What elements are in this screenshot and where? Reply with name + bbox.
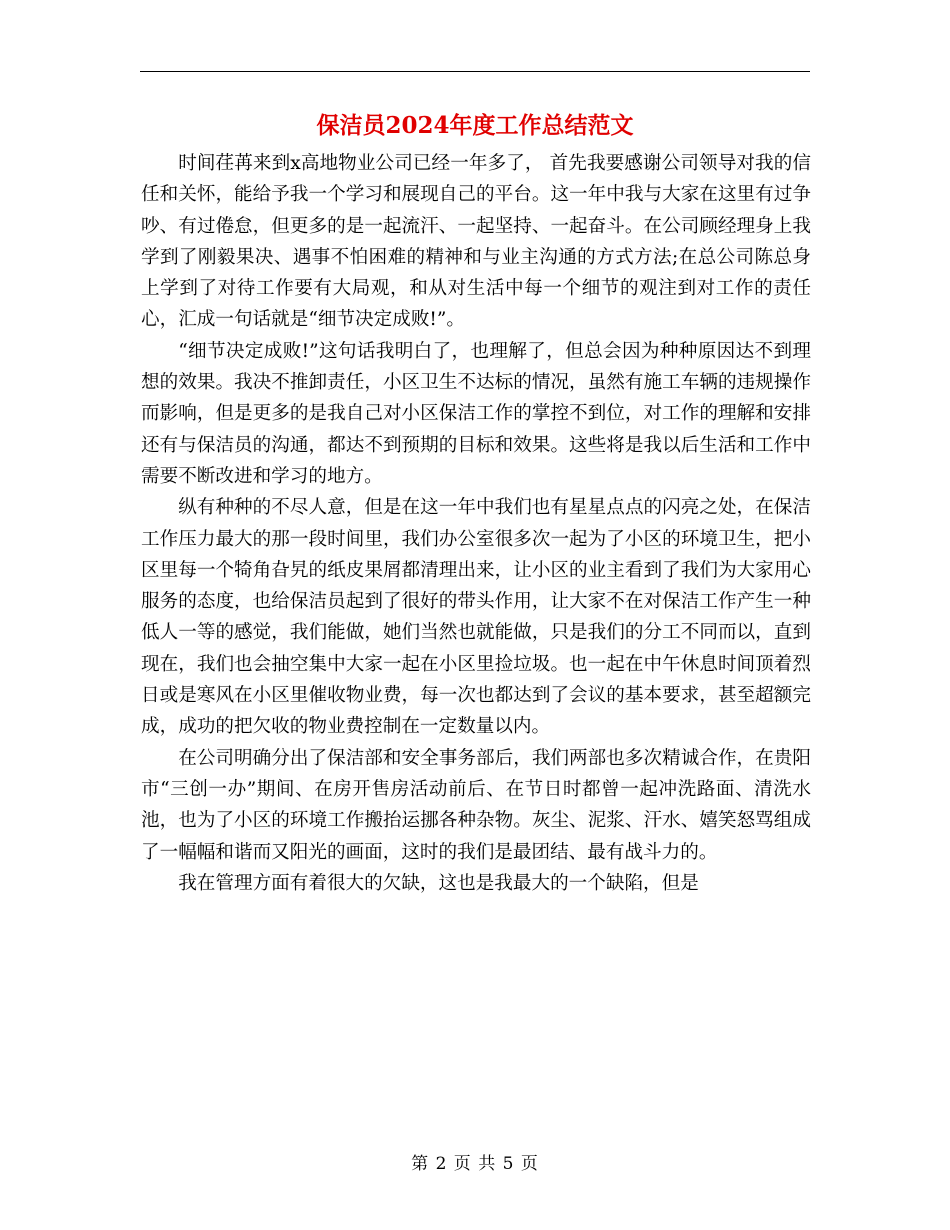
page-number-footer: 第 2 页 共 5 页 [411,1154,539,1174]
paragraph-5: 我在管理方面有着很大的欠缺，这也是我最大的一个缺陷，但是 [178,872,699,894]
paragraph-4: 在公司明确分出了保洁部和安全事务部后，我们两部也多次精诚合作，在贵阳市“三创一办”期间、在房开售房活动前后、在节日时都曾一起冲洗路面、清洗水池，也为了小区的环境工作搬抬运挪各种杂物。灰尘、泥浆、汗水、嬉笑怒骂组成了一幅幅和谐而又阳光的画面，这时的我们是最团结、最有战斗力的。 [141,747,811,863]
paragraph-3: 纵有种种的不尽人意，但是在这一年中我们也有星星点点的闪亮之处，在保洁工作压力最大的那一段时间里，我们办公室很多次一起为了小区的环境卫生，把小区里每一个犄角旮旯的纸皮果屑都清理出来，让小区的业主看到了我们为大家用心服务的态度，也给保洁员起到了很好的带头作用，让大家不在对保洁工作产生一种低人一等的感觉，我们能做，她们当然也就能做，只是我们的分工不同而以，直到现在，我们也会抽空集中大家一起在小区里捡垃圾。也一起在中午休息时间顶着烈日或是寒风在小区里催收物业费，每一次也都达到了会议的基本要求，甚至超额完成，成功的把欠收的物业费控制在一定数量以内。 [141,497,811,738]
document-body [141,148,811,899]
paragraph-1: 时间荏苒来到x高地物业公司已经一年多了， 首先我要感谢公司领导对我的信任和关怀，能给予我一个学习和展现自己的平台。这一年中我与大家在这里有过争吵、有过倦怠，但更多的是一起流汗、一起坚持、一起奋斗。在公司顾经理身上我学到了刚毅果决、遇事不怕困难的精神和与业主沟通的方式方法;在总公司陈总身上学到了对待工作要有大局观，和从对生活中每一个细节的观注到对工作的责任心，汇成一句话就是“细节决定成败!”。 [141,153,811,331]
document-title: 保洁员2024年度工作总结范文 [316,112,634,139]
paragraph-2: “细节决定成败!”这句话我明白了，也理解了，但总会因为种种原因达不到理想的效果。我决不推卸责任，小区卫生不达标的情况，虽然有施工车辆的违规操作而影响，但是更多的是我自己对小区保洁工作的掌控不到位，对工作的理解和安排还有与保洁员的沟通，都达不到预期的目标和效果。这些将是我以后生活和工作中需要不断改进和学习的地方。 [141,340,811,487]
header-rule [140,71,810,72]
